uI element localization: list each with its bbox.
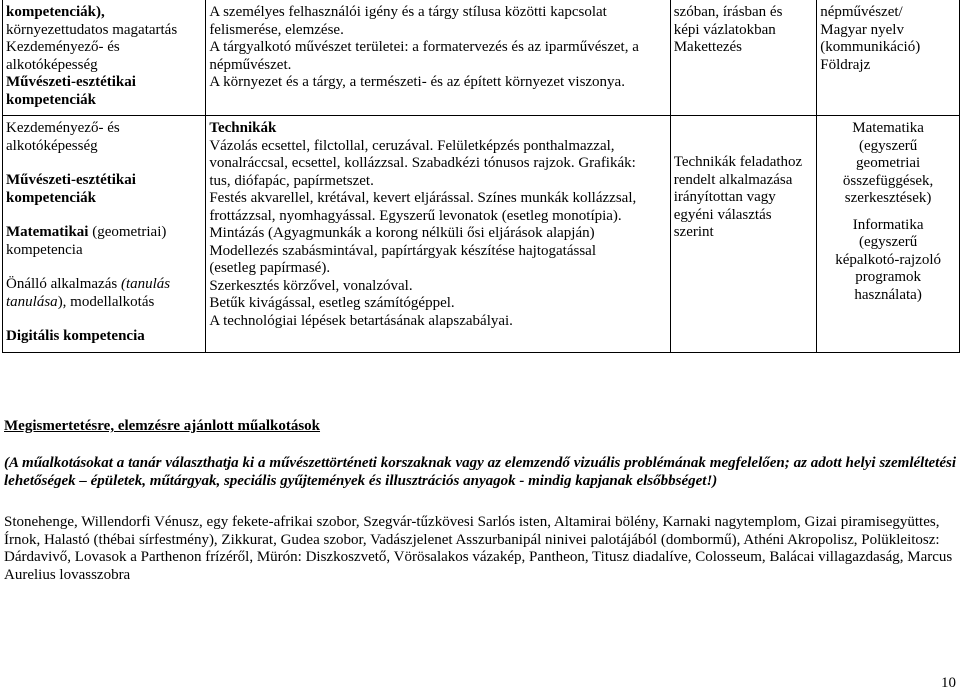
connections-cell xyxy=(817,0,960,116)
competencies-cell xyxy=(3,116,206,353)
activities-cell xyxy=(670,0,817,116)
cell-line: (esetleg papírmasé). xyxy=(209,260,331,276)
cell-line: népművészet. xyxy=(209,56,292,73)
cell-text: (geometriai) xyxy=(88,224,167,240)
cell-line: Digitális kompetencia xyxy=(6,328,145,344)
cell-line: irányítottan vagy xyxy=(673,189,776,205)
cell-line: (egyszerű xyxy=(858,234,918,250)
curriculum-table xyxy=(2,0,960,353)
cell-line: Kezdeményező- és xyxy=(6,39,120,55)
cell-line: képalkotó-rajzoló xyxy=(835,251,942,268)
cell-line: (kommunikáció) xyxy=(820,39,921,55)
cell-line: vonalráccsal, ecsettel, kollázzsal. Szabadkézi tónusos rajzok. Grafikák: xyxy=(209,155,636,171)
connections-cell xyxy=(817,116,960,353)
cell-line: népművészet/ xyxy=(820,4,903,20)
cell-line: alkotóképesség xyxy=(6,137,98,154)
cell-line: frottázzsal, nyomhagyással. Egyszerű levonatok (esetleg monotípia). xyxy=(209,207,622,224)
cell-heading: Technikák xyxy=(209,120,277,136)
cell-line: szóban, írásban és xyxy=(673,4,783,20)
cell-line: Magyar nyelv xyxy=(820,21,904,38)
cell-line: Kezdeményező- és xyxy=(6,120,120,136)
cell-line: Vázolás ecsettel, filctollal, ceruzával. Felületképzés ponthalmazzal, xyxy=(209,137,615,154)
cell-line: programok xyxy=(855,269,922,285)
cell-line: Festés akvarellel, krétával, kevert eljárással. Színes munkák kollázzsal, xyxy=(209,190,637,206)
cell-line: Művészeti-esztétikai xyxy=(6,172,136,188)
cell-line: Művészeti-esztétikai xyxy=(6,74,136,90)
cell-line: A tárgyalkotó művészet területei: a formatervezés és az iparművészet, a xyxy=(209,39,639,55)
activities-cell xyxy=(670,116,817,353)
cell-line xyxy=(6,224,202,242)
cell-line: szerkesztések) xyxy=(844,190,932,206)
cell-text: ), modellalkotás xyxy=(57,293,155,310)
cell-line: rendelt alkalmazása xyxy=(673,171,793,188)
cell-line: képi vázlatokban xyxy=(673,21,776,38)
cell-text-bold: Matematikai xyxy=(6,224,89,240)
cell-text-italic: (tanulás xyxy=(120,276,171,292)
cell-line: A környezet és a tárgy, a természeti- és az épített környezet viszonya. xyxy=(209,74,625,90)
cell-line: Informatika xyxy=(852,216,924,233)
page-number: 10 xyxy=(941,674,956,691)
content-cell xyxy=(206,0,670,116)
cell-line: kompetenciák xyxy=(6,189,96,206)
cell-line: környezettudatos magatartás xyxy=(6,21,178,38)
cell-line xyxy=(6,294,202,312)
cell-line: Makettezés xyxy=(673,39,743,55)
table-row xyxy=(3,116,960,353)
cell-line: egyéni választás xyxy=(673,206,772,223)
cell-line: tus, diófapác, papírmetszet. xyxy=(209,172,374,189)
section-title: Megismertetésre, elemzésre ajánlott műalkotások xyxy=(4,418,321,434)
content-cell xyxy=(206,116,670,353)
cell-line: kompetenciák xyxy=(6,91,96,108)
cell-line: összefüggések, xyxy=(842,172,934,189)
competencies-cell xyxy=(3,0,206,116)
cell-line xyxy=(6,276,202,294)
cell-line: kompetencia xyxy=(6,241,83,258)
cell-line: kompetenciák), xyxy=(6,4,105,20)
cell-text-italic: tanulása xyxy=(6,293,58,310)
cell-line: Betűk kivágással, esetleg számítógéppel. xyxy=(209,295,455,311)
cell-line: Modellezés szabásmintával, papírtárgyak készítése hajtogatással xyxy=(209,242,596,259)
section-note: (A műalkotásokat a tanár választhatja ki a művészettörténeti korszaknak vagy az elemzendő vizuális problémának megfelelően; az adott helyi szemléltetési lehetőségek – épületek, műtárgyak, speciális gyűjtemények és illusztrációs anyagok - mindig kapjanak elsőbbséget!) xyxy=(4,455,956,489)
cell-line: felismerése, elemzése. xyxy=(209,21,344,38)
cell-line: Földrajz xyxy=(820,56,871,73)
table-row xyxy=(3,0,960,116)
cell-line: (egyszerű xyxy=(858,137,918,154)
cell-line: Szerkesztés körzővel, vonalzóval. xyxy=(209,277,413,294)
cell-line: A technológiai lépések betartásának alapszabályai. xyxy=(209,312,513,329)
artworks-list: Stonehenge, Willendorfi Vénusz, egy fekete-afrikai szobor, Szegvár-tűzkövesi Sarlós isten, Altamirai bölény, Karnaki nagytemplom, Gizai piramisegyüttes, Írnok, Halastó (thébai sírfestmény), Zikkurat, Gudea szobor, Vadászjelenet Asszurbanipál ninivei palotájából (dombormű), Athéni Akropolisz, Polükleitosz: Dárdavivő, Lovasok a Parthenon frízéről, Mürón: Diszkoszvető, Vörösalakos vázakép, Pantheon, Titusz diadalíve, Colosseum, Balácai villagazdaság, Marcus Aurelius lovasszobra xyxy=(4,514,953,583)
cell-line: alkotóképesség xyxy=(6,56,98,73)
cell-line: szerint xyxy=(673,224,714,240)
cell-text: Önálló alkalmazás xyxy=(6,276,121,292)
cell-line: Matematika xyxy=(852,120,924,136)
cell-line: geometriai xyxy=(856,155,921,171)
cell-line: A személyes felhasználói igény és a tárgy stílusa közötti kapcsolat xyxy=(209,4,607,20)
cell-line: Technikák feladathoz xyxy=(673,154,803,170)
cell-line: Mintázás (Agyagmunkák a korong nélküli ősi eljárások alapján) xyxy=(209,225,595,241)
cell-line: használata) xyxy=(854,286,922,303)
